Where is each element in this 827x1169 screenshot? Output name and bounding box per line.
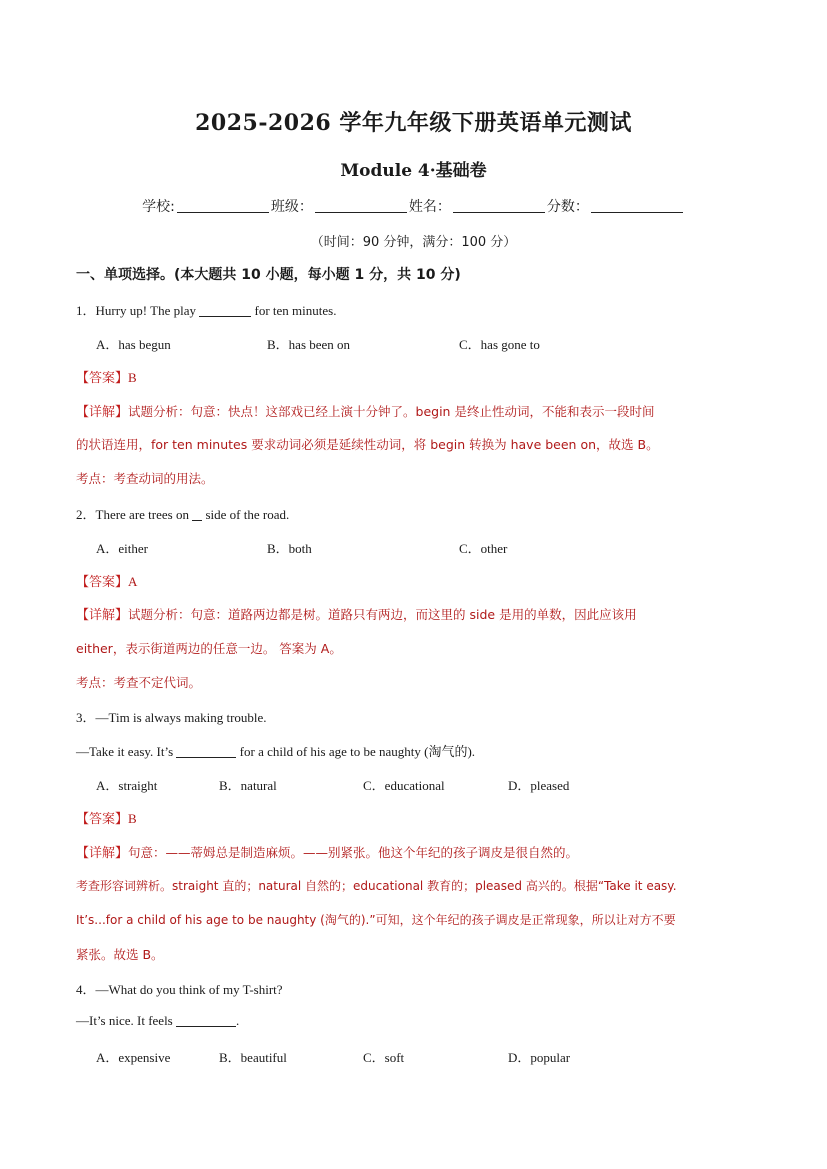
stem-text: 2．There are trees on — [76, 507, 193, 522]
answer-blank — [176, 1014, 236, 1027]
option-c[interactable]: C．other — [459, 541, 508, 556]
page-title: 2025-2026 学年九年级下册英语单元测试 — [195, 110, 632, 136]
answer-tag: 【答案】 — [76, 812, 129, 827]
point-line: 考点：考查不定代词。 — [76, 675, 202, 690]
detail-line: 考查形容词辨析。straight 直的；natural 自然的；educational 教育的；pleased 高兴的。根据“Take it easy. — [76, 879, 677, 893]
answer-blank — [199, 304, 251, 317]
stem-text: . — [236, 1013, 240, 1028]
answer-line — [76, 808, 137, 827]
detail-tag: 【详解】 — [76, 608, 129, 623]
option-b[interactable]: B．natural — [219, 778, 277, 793]
option-c[interactable]: C．soft — [363, 1050, 405, 1065]
option-a[interactable]: A．has begun — [96, 337, 171, 352]
detail-line: It’s...for a child of his age to be naughty (淘气的).”可知，这个年纪的孩子调皮是正常现象，所以让对方不要 — [76, 913, 676, 927]
detail-line: 的状语连用，for ten minutes 要求动词必须是延续性动词，将 begin 转换为 have been on，故选 B。 — [76, 437, 659, 452]
option-b[interactable]: B．has been on — [267, 337, 351, 352]
answer-line — [76, 367, 137, 386]
option-b[interactable]: B．beautiful — [219, 1050, 287, 1065]
option-a[interactable]: A．expensive — [96, 1050, 171, 1065]
score-field[interactable] — [591, 198, 683, 213]
stem-text: 1．Hurry up! The play — [76, 303, 200, 318]
option-d[interactable]: D．popular — [508, 1050, 571, 1065]
stem-text: for a child of his age to be naughty (淘气的). — [236, 744, 476, 759]
section-heading: 一、单项选择。(本大题共 10 小题，每小题 1 分，共 10 分) — [76, 267, 461, 283]
page-subtitle: Module 4·基础卷 — [340, 161, 487, 181]
answer-tag: 【答案】 — [76, 575, 129, 590]
school-label: 学校: — [142, 199, 175, 215]
option-d[interactable]: D．pleased — [508, 778, 570, 793]
detail-text: 试题分析：句意：快点！这部戏已经上演十分钟了。begin 是终止性动词，不能和表示一段时间 — [128, 404, 655, 419]
answer-blank — [192, 508, 202, 521]
stem-text: —Take it easy. It’s — [76, 744, 177, 759]
time-note: （时间：90 分钟，满分：100 分） — [310, 235, 517, 250]
option-a[interactable]: A．either — [96, 541, 148, 556]
option-c[interactable]: C．educational — [363, 778, 445, 793]
answer-line — [76, 571, 137, 590]
name-field[interactable] — [453, 198, 545, 213]
detail-tag: 【详解】 — [76, 405, 129, 420]
detail-line — [76, 842, 578, 861]
class-field[interactable] — [315, 198, 407, 213]
detail-text: 句意：——蒂姆总是制造麻烦。——别紧张。他这个年纪的孩子调皮是很自然的。 — [128, 845, 579, 860]
question-stem — [76, 300, 336, 319]
class-label: 班级： — [270, 199, 313, 215]
answer-value: B — [128, 370, 137, 385]
point-line: 考点：考查动词的用法。 — [76, 471, 214, 486]
option-b[interactable]: B．both — [267, 541, 312, 556]
question-stem: 4．—What do you think of my T-shirt? — [76, 982, 283, 997]
school-field[interactable] — [177, 198, 269, 213]
question-stem — [76, 1013, 239, 1029]
stem-text: for ten minutes. — [251, 303, 337, 318]
answer-blank — [176, 745, 236, 758]
option-c[interactable]: C．has gone to — [459, 337, 540, 352]
detail-text: 试题分析：句意：道路两边都是树。道路只有两边，而这里的 side 是用的单数，因此应该用 — [128, 607, 637, 622]
score-label: 分数： — [546, 199, 589, 215]
name-label: 姓名： — [408, 199, 451, 215]
stem-text: side of the road. — [202, 507, 290, 522]
answer-value: B — [128, 811, 137, 826]
detail-line: either，表示街道两边的任意一边。 答案为 A。 — [76, 641, 342, 656]
answer-value: A — [128, 574, 138, 589]
answer-tag: 【答案】 — [76, 371, 129, 386]
question-stem — [76, 741, 475, 760]
stem-text: —It’s nice. It feels — [76, 1013, 176, 1028]
detail-line — [76, 401, 654, 420]
detail-line — [76, 604, 637, 623]
detail-line: 紧张。故选 B。 — [76, 947, 164, 962]
student-info-row — [0, 196, 827, 216]
question-stem: 3．—Tim is always making trouble. — [76, 710, 267, 725]
detail-tag: 【详解】 — [76, 846, 129, 861]
question-stem — [76, 504, 289, 523]
option-a[interactable]: A．straight — [96, 778, 158, 793]
